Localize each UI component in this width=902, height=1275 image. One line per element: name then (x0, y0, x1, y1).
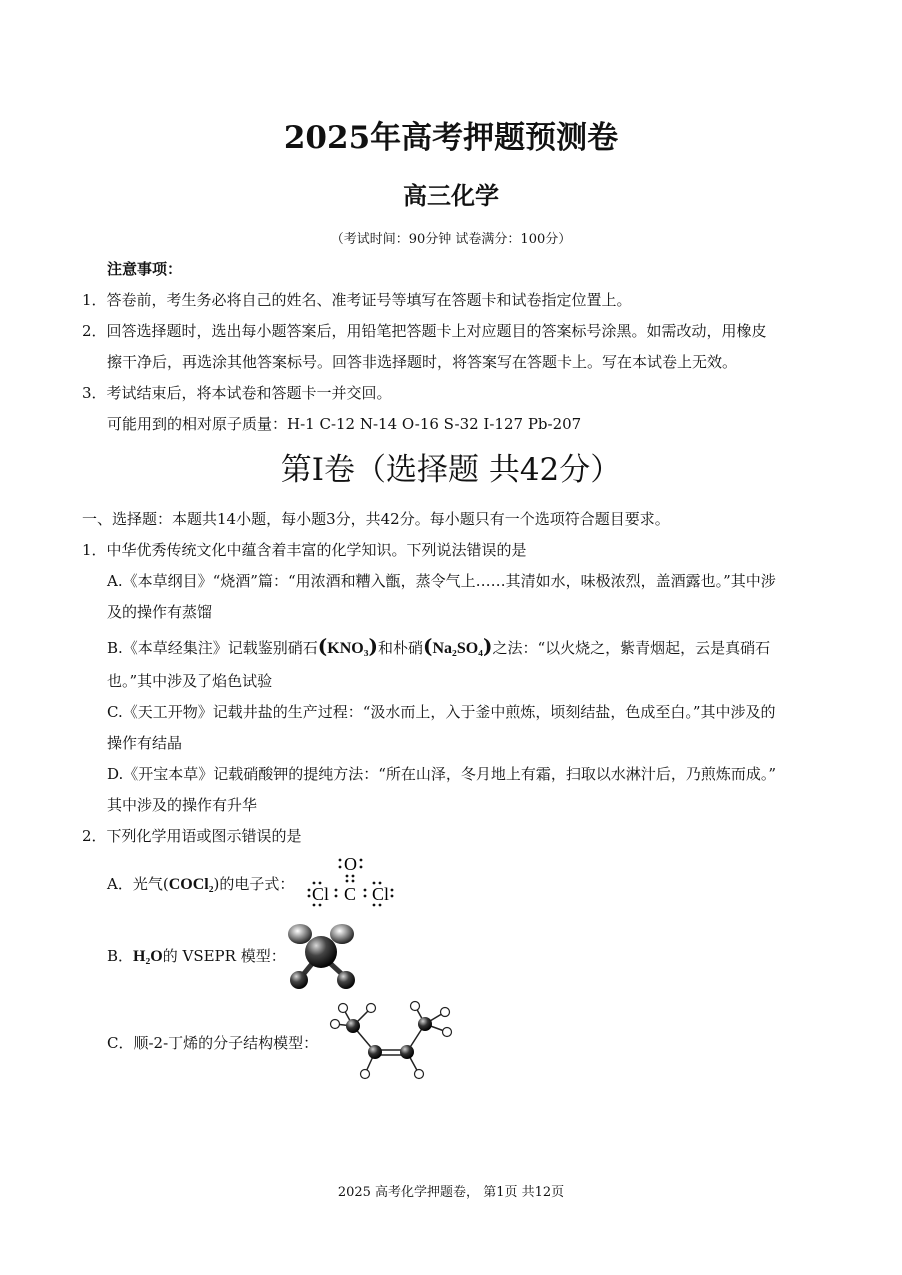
page-footer: 2025 高考化学押题卷， 第1页 共12页 (337, 1185, 565, 1200)
formula-kno3: KNO₃ (327, 640, 369, 657)
q1-option-b (107, 636, 770, 659)
lewis-structure-cocl2 (300, 852, 410, 912)
q2-option-b (107, 946, 286, 967)
note-item-1: 1．答卷前，考生务必将自己的姓名、准考证号等填写在答题卡和试卷指定位置上。 (82, 291, 632, 309)
exam-title: 2025年高考押题预测卷 (283, 120, 619, 156)
section-title: 第I卷（选择题 共42分） (280, 452, 622, 488)
q1-b-text-1: B.《本草经集注》记载鉴别硝石 (107, 639, 318, 657)
note-item-2-cont: 擦干净后，再选涂其他答案标号。回答非选择题时，将答案写在答题卡上。写在本试卷上无效。 (107, 353, 738, 371)
hydrogen-atoms (331, 1002, 452, 1079)
q1-option-d: D.《开宝本草》记载硝酸钾的提纯方法：“所在山泽，冬月地上有霜，扫取以水淋汁后，乃煎炼而成。” (107, 765, 777, 783)
section-instruction: 一、选择题：本题共14小题，每小题3分，共42分。每小题只有一个选项符合题目要求。 (82, 510, 670, 528)
lone-pair-lobe (330, 924, 354, 944)
paren-open: ( (423, 634, 433, 658)
hydrogen-atom (337, 971, 355, 989)
formula-h2o: H₂O (133, 948, 163, 965)
paren-close: ) (368, 634, 378, 658)
cis-2-butene-model (325, 998, 465, 1083)
q2-option-a (107, 874, 294, 895)
lewis-cl-left: Cl (312, 884, 330, 904)
exam-info: （考试时间：90分钟 试卷满分：100分） (330, 232, 572, 247)
exam-subtitle: 高三化学 (403, 181, 499, 210)
hydrogen-atom (290, 971, 308, 989)
lewis-cl-right: Cl (372, 884, 390, 904)
note-item-3: 3．考试结束后，将本试卷和答题卡一并交回。 (82, 384, 392, 402)
note-item-2: 2．回答选择题时，选出每小题答案后，用铅笔把答题卡上对应题目的答案标号涂黑。如需改动，用橡皮 (82, 322, 767, 340)
carbon-atoms (346, 1017, 432, 1059)
q1-b-text-2: 和朴硝 (377, 639, 423, 657)
atomic-masses: 可能用到的相对原子质量：H-1 C-12 N-14 O-16 S-32 I-127 Pb-207 (107, 415, 582, 433)
lewis-o: O (344, 854, 357, 874)
q1-option-c: C.《天工开物》记载井盐的生产过程：“汲水而上，入于釜中煎炼，顷刻结盐，色成至白。”其中涉及的 (107, 703, 776, 721)
q1-option-c-cont: 操作有结晶 (107, 734, 183, 752)
formula-cocl2: COCl₂ (168, 876, 214, 893)
bonds (335, 1006, 447, 1074)
paren-close: ) (482, 634, 493, 658)
oxygen-atom (305, 936, 337, 968)
q2-b-text: 的 VSEPR 模型： (162, 947, 286, 965)
q2-b-label: B． (107, 947, 134, 965)
q2-a-text-2: )的电子式： (213, 875, 295, 893)
q1-option-a: A.《本草纲目》“烧酒”篇：“用浓酒和糟入甑，蒸令气上……其清如水，味极浓烈，盖酒露也。”其中涉 (107, 572, 776, 590)
q2-stem: 2．下列化学用语或图示错误的是 (82, 827, 302, 845)
lewis-c: C (344, 884, 357, 904)
q1-option-d-cont: 其中涉及的操作有升华 (107, 796, 258, 814)
q1-option-a-cont: 及的操作有蒸馏 (107, 603, 213, 621)
paren-open: ( (317, 634, 328, 658)
vsepr-model-h2o (284, 918, 364, 993)
notes-heading: 注意事项： (107, 260, 183, 278)
lone-pair-lobe (288, 924, 312, 944)
q1-option-b-cont: 也。”其中涉及了焰色试验 (107, 672, 273, 690)
formula-na2so4: Na₂SO₄ (432, 640, 483, 657)
q1-stem: 1．中华优秀传统文化中蕴含着丰富的化学知识。下列说法错误的是 (82, 541, 527, 559)
q2-a-text-1: A．光气( (107, 875, 169, 893)
q1-b-text-3: 之法：“以火烧之，紫青烟起，云是真硝石 (492, 639, 771, 657)
q2-option-c: C．顺-2-丁烯的分子结构模型： (107, 1034, 319, 1052)
